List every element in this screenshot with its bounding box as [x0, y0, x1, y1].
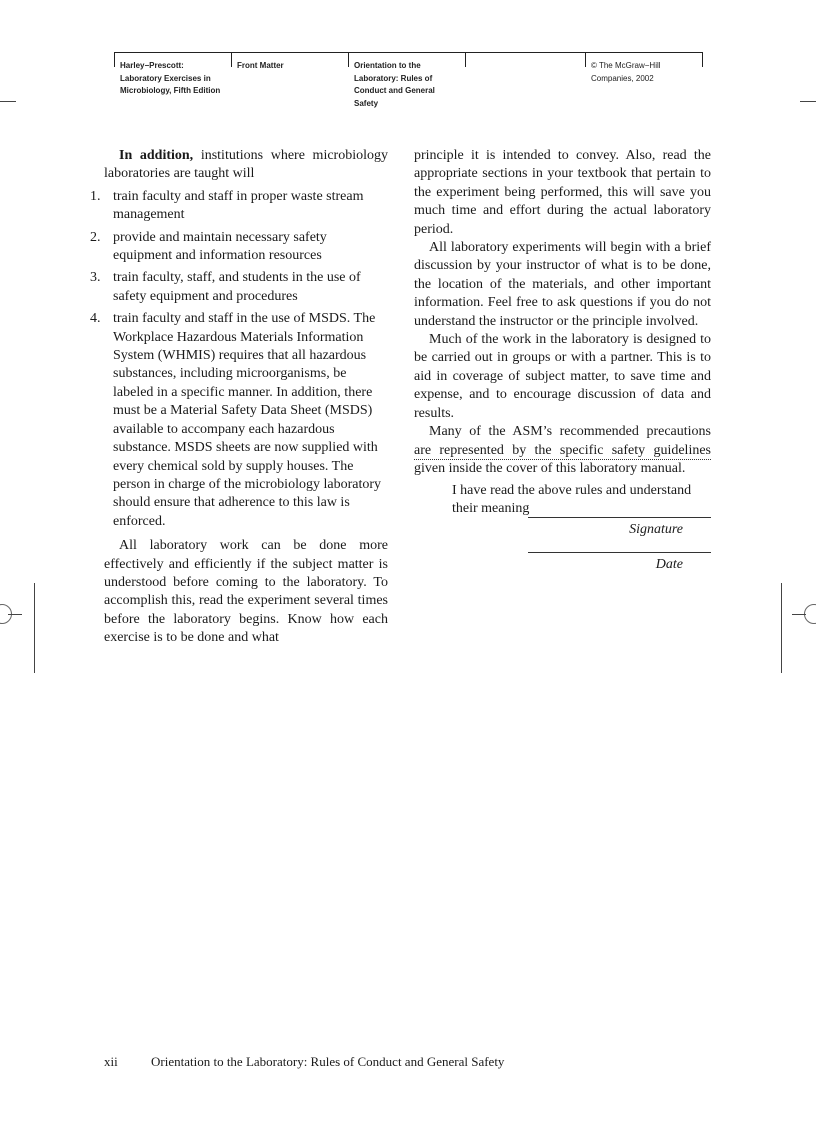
running-footer-title: Orientation to the Laboratory: Rules of Conduct and General Safety — [151, 1054, 505, 1069]
crop-mark — [8, 614, 22, 615]
signature-label: Signature — [629, 522, 683, 537]
paragraph: All laboratory experiments will begin with a brief discussion by your instructor of what is to be done, the location of the materials, and other important information. Feel free to ask questions if you do not understand the instructor or the principle involved. — [414, 240, 711, 329]
crop-mark — [0, 101, 16, 102]
paragraph: Many of the ASM’s recommended precautions are represented by the specific safety guidelines given inside the cover of this laboratory manual. — [414, 424, 711, 476]
crop-mark — [34, 583, 35, 673]
preparation-paragraph: All laboratory work can be done more effectively and efficiently if the subject matter is understood before coming to the laboratory. To accomplish this, read the experiment several times before the laboratory begins. Know how each exercise is to be done and what — [104, 538, 388, 646]
page-header — [114, 52, 703, 113]
header-section: Front Matter — [237, 61, 284, 70]
signature-line[interactable] — [528, 517, 711, 518]
list-item: 4. train faculty and staff in the use of MSDS. The Workplace Hazardous Materials Information System (WHMIS) requires that all hazardous substances, including microorganisms, be labeled in a specific manner. In addition, there must be a Material Safety Data Sheet (MSDS) available to accompany each hazardous substance. MSDS sheets are now supplied with every chemical sold by supply houses. The person in charge of the microbiology laboratory should ensure that adherence to this law is enforced. — [90, 311, 381, 529]
header-chapter: Orientation to the Laboratory: Rules of Conduct and General Safety — [354, 61, 435, 108]
header-copyright: © The McGraw−Hill Companies, 2002 — [591, 61, 661, 83]
institution-duties-list — [90, 188, 388, 531]
paragraph: principle it is intended to convey. Also, read the appropriate sections in your textbook that pertain to the experiment being performed, this will save you much time and effort during the actual laboratory period. — [414, 148, 711, 237]
acknowledgement-statement: I have read the above rules and understand their meaning — [452, 483, 692, 517]
intro-paragraph: In addition, institutions where microbiology laboratories are taught will — [104, 148, 388, 182]
date-label: Date — [655, 557, 683, 572]
date-line[interactable] — [528, 552, 711, 553]
divider — [414, 459, 711, 460]
page-number: xii — [104, 1054, 118, 1069]
left-column — [90, 147, 388, 648]
crop-mark — [800, 101, 816, 102]
crop-mark — [792, 614, 806, 615]
list-item: 3. train faculty, staff, and students in the use of safety equipment and procedures — [90, 270, 361, 304]
right-column — [414, 147, 711, 478]
list-item: 1. train faculty and staff in proper waste stream management — [90, 188, 364, 223]
list-item: 2. provide and maintain necessary safety equipment and information resources — [90, 229, 327, 264]
header-book-title: Harley−Prescott: Laboratory Exercises in Microbiology, Fifth Edition — [120, 61, 221, 95]
paragraph: Much of the work in the laboratory is designed to be carried out in groups or with a partner. This is to aid in coverage of subject matter, to save time and expense, and to encourage discussion of data and results. — [414, 332, 711, 421]
crop-mark — [781, 583, 782, 673]
